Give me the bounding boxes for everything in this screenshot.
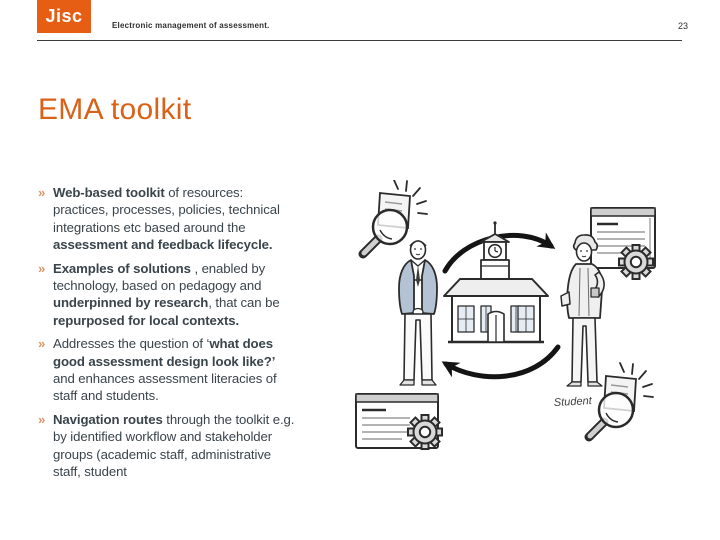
bullet-item [38,184,300,254]
header-subtitle: Electronic management of assessment. [112,21,270,30]
bullet-marker-icon: » [38,336,46,352]
bullet-text: , enabled by technology, based on pedagogy and [53,260,266,294]
bullet-item [38,260,300,330]
bullet-text-bold: underpinned by research [53,295,209,311]
bullet-text: of resources: practices, processes, policies, technical integrations etc based around the [53,185,280,235]
bullet-marker-icon: » [38,185,46,200]
bullet-text-bold: repurposed for local contexts. [53,312,240,328]
bullet-marker-icon: » [38,260,46,276]
bullet-text-bold: assessment and feedback lifecycle. [53,237,273,253]
arrow-student-to-tutor-icon [446,347,558,377]
jisc-logo [37,0,91,33]
header-divider [37,40,682,41]
bullet-text: through the toolkit e.g. by identified workflow and stakeholder groups (academic staff, administrative staff, student [53,411,295,480]
bullet-text-bold: Navigation routes [53,411,163,427]
tutor-figure [399,241,437,385]
bullet-text: , that can be [208,295,280,311]
bullet-marker-icon: » [38,411,46,427]
student-label: Student [553,395,593,409]
bullet-item [38,335,300,405]
gear-icon [408,415,442,449]
magnifier-sparkle-bottom-right-icon [589,363,653,437]
browser-window-bottom-left-icon [356,394,442,449]
bullet-text: and enhances assessment literacies of staff and students. [53,371,277,404]
bullet-text: Addresses the question of ‘ [53,336,210,352]
gear-icon [619,245,653,279]
bullet-text-bold: Examples of solutions [53,260,191,276]
browser-window-top-right-icon [591,208,655,279]
page-number: 23 [677,21,688,31]
page-title: EMA toolkit [38,93,192,126]
bullet-list [38,184,300,487]
bullet-text-bold: what does good assessment design look like?’ [53,336,276,369]
assessment-cycle-illustration [348,180,692,465]
bullet-item [38,411,300,481]
bullet-text-bold: Web-based toolkit [53,185,165,200]
jisc-logo-text: Jisc [45,6,83,26]
